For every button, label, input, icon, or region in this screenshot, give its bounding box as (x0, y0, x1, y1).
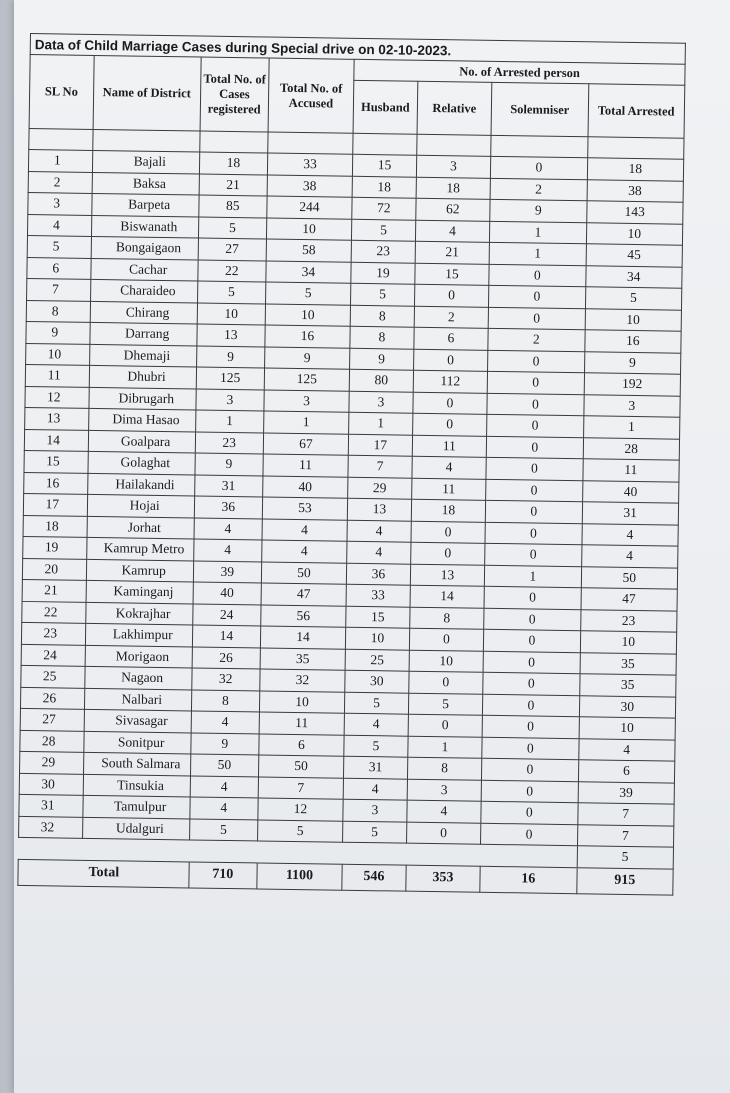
cell-sl: 22 (22, 601, 86, 623)
cell-district: Tinsukia (83, 774, 191, 797)
cell-husband: 3 (349, 391, 413, 413)
header-district: Name of District (93, 55, 201, 131)
cell-total-arrested: 143 (586, 201, 683, 224)
cell-district: Charaideo (90, 279, 198, 302)
cell-district: Chirang (90, 301, 198, 324)
cell-husband: 19 (351, 262, 415, 284)
cell-accused: 4 (261, 540, 347, 563)
cell-husband: 23 (351, 240, 415, 262)
cell-district: Sivasagar (84, 709, 192, 732)
cell-district: Nagaon (84, 666, 192, 689)
cell-district: Nalbari (84, 688, 192, 711)
cell-relative: 0 (412, 413, 487, 436)
cell-total-arrested: 34 (585, 265, 682, 288)
cell-relative: 0 (413, 349, 488, 372)
cell-cases: 85 (199, 195, 267, 218)
cell-total-arrested: 28 (583, 437, 680, 460)
cell-solemniser: 0 (488, 307, 585, 330)
cell-solemniser: 0 (481, 823, 578, 846)
table-title: Data of Child Marriage Cases during Special drive on 02-10-2023. (30, 34, 685, 65)
cell-accused: 53 (262, 497, 348, 520)
cell-district: Bongaigaon (91, 236, 199, 259)
cell-accused: 5 (257, 819, 343, 842)
totals-cases: 710 (189, 861, 257, 888)
cell-district: South Salmara (83, 752, 191, 775)
cell-accused: 50 (261, 561, 347, 584)
header-accused: Total No. of Accused (268, 58, 355, 133)
cell-total-arrested: 38 (587, 179, 684, 202)
document (17, 33, 694, 895)
cell-husband: 72 (352, 197, 416, 219)
cell-total-arrested: 47 (581, 588, 678, 611)
cell-cases: 125 (196, 367, 264, 390)
cell-solemniser: 9 (490, 199, 587, 222)
cell-total-arrested: 5 (585, 287, 682, 310)
cell-solemniser: 0 (481, 780, 578, 803)
cell-cases: 14 (192, 625, 260, 648)
cell-husband: 4 (343, 778, 407, 800)
cell-accused: 244 (267, 196, 353, 219)
cell-cases: 22 (198, 260, 266, 283)
cell-sl: 13 (25, 407, 89, 429)
cell-solemniser: 0 (487, 393, 584, 416)
cell-total-arrested: 50 (581, 566, 678, 589)
cell-relative: 0 (414, 284, 489, 307)
cell-cases: 27 (198, 238, 266, 261)
cell-total-arrested: 31 (582, 502, 679, 525)
cell-accused: 6 (259, 733, 345, 756)
cell-accused: 35 (260, 647, 346, 670)
cell-husband: 9 (350, 348, 414, 370)
cell-sl: 28 (20, 730, 84, 752)
header-cases: Total No. of Cases registered (200, 57, 269, 132)
totals-solemniser: 16 (480, 866, 577, 893)
cell-district: Kamrup Metro (86, 537, 194, 560)
cell-solemniser: 0 (489, 264, 586, 287)
cell-relative: 0 (411, 521, 486, 544)
cell-sl: 6 (27, 257, 91, 279)
extra-total-value: 5 (577, 846, 674, 869)
cell-accused: 32 (260, 669, 346, 692)
cell-district: Dibrugarh (88, 387, 196, 410)
cell-husband: 5 (351, 283, 415, 305)
cell-total-arrested: 1 (583, 416, 680, 439)
cell-husband: 10 (346, 627, 410, 649)
cell-total-arrested: 35 (580, 652, 677, 675)
cell-accused: 50 (258, 755, 344, 778)
cell-total-arrested: 11 (582, 459, 679, 482)
cell-accused: 9 (264, 347, 350, 370)
cell-district: Tamulpur (82, 795, 190, 818)
cell-cases: 26 (192, 646, 260, 669)
cell-district: Dhubri (89, 365, 197, 388)
cell-cases: 39 (193, 560, 261, 583)
cell-total-arrested: 6 (578, 760, 675, 783)
cell-accused: 34 (266, 261, 352, 284)
cell-cases: 4 (190, 797, 258, 820)
cell-total-arrested: 192 (584, 373, 681, 396)
cell-district: Golaghat (87, 451, 195, 474)
cell-relative: 0 (410, 542, 485, 565)
cell-total-arrested: 45 (586, 244, 683, 267)
cell-sl: 5 (27, 235, 91, 257)
cell-husband: 7 (348, 455, 412, 477)
cell-husband: 18 (352, 176, 416, 198)
cell-relative: 0 (408, 671, 483, 694)
cell-accused: 11 (259, 712, 345, 735)
cell-husband: 15 (353, 154, 417, 176)
cell-cases: 18 (199, 152, 267, 175)
cell-relative: 21 (415, 241, 490, 264)
cell-total-arrested: 4 (578, 738, 675, 761)
cell-district: Dima Hasao (88, 408, 196, 431)
cell-solemniser: 0 (487, 414, 584, 437)
cell-accused: 47 (261, 583, 347, 606)
cell-district: Cachar (90, 258, 198, 281)
cell-cases: 32 (192, 668, 260, 691)
child-marriage-table (17, 33, 686, 895)
cell-relative: 4 (407, 800, 482, 823)
cell-husband: 30 (345, 670, 409, 692)
cell-sl: 11 (25, 364, 89, 386)
cell-sl: 19 (23, 536, 87, 558)
cell-relative: 62 (415, 198, 490, 221)
cell-district: Udalguri (82, 817, 190, 840)
cell-cases: 9 (196, 346, 264, 369)
cell-sl: 27 (20, 708, 84, 730)
cell-relative: 11 (411, 478, 486, 501)
cell-cases: 4 (190, 775, 258, 798)
cell-cases: 4 (191, 711, 259, 734)
cell-husband: 5 (344, 735, 408, 757)
cell-solemniser: 1 (484, 565, 581, 588)
cell-district: Hailakandi (87, 473, 195, 496)
cell-sl: 20 (22, 558, 86, 580)
cell-accused: 10 (265, 304, 351, 327)
cell-district: Goalpara (88, 430, 196, 453)
cell-cases: 9 (195, 453, 263, 476)
cell-relative: 0 (406, 822, 481, 845)
cell-total-arrested: 18 (587, 158, 684, 181)
cell-accused: 38 (267, 175, 353, 198)
cell-husband: 25 (345, 649, 409, 671)
cell-relative: 6 (414, 327, 489, 350)
cell-husband: 5 (352, 219, 416, 241)
cell-cases: 4 (194, 517, 262, 540)
cell-accused: 16 (265, 325, 351, 348)
cell-accused: 1 (263, 411, 349, 434)
cell-solemniser: 0 (481, 801, 578, 824)
cell-district: Kamrup (86, 559, 194, 582)
totals-husband: 546 (342, 864, 406, 891)
cell-district: Biswanath (91, 215, 199, 238)
cell-relative: 0 (409, 628, 484, 651)
cell-relative: 5 (408, 693, 483, 716)
cell-sl: 18 (23, 515, 87, 537)
cell-husband: 36 (347, 563, 411, 585)
cell-solemniser: 0 (484, 586, 581, 609)
cell-accused: 125 (264, 368, 350, 391)
cell-district: Lakhimpur (85, 623, 193, 646)
cell-cases: 23 (195, 431, 263, 454)
cell-sl: 32 (19, 816, 83, 838)
cell-cases: 9 (191, 732, 259, 755)
cell-total-arrested: 9 (584, 351, 681, 374)
cell-husband: 4 (347, 520, 411, 542)
cell-district: Jorhat (87, 516, 195, 539)
header-sl-no: SL No (29, 55, 94, 130)
cell-solemniser: 0 (487, 371, 584, 394)
cell-accused: 3 (264, 390, 350, 413)
cell-solemniser: 0 (486, 479, 583, 502)
cell-total-arrested: 16 (584, 330, 681, 353)
cell-sl: 23 (21, 622, 85, 644)
cell-cases: 4 (194, 539, 262, 562)
cell-accused: 10 (266, 218, 352, 241)
cell-sl: 26 (20, 687, 84, 709)
cell-sl: 30 (19, 773, 83, 795)
cell-husband: 1 (349, 412, 413, 434)
cell-solemniser: 0 (483, 672, 580, 695)
cell-husband: 13 (347, 498, 411, 520)
cell-district: Barpeta (91, 193, 199, 216)
cell-relative: 4 (415, 220, 490, 243)
cell-solemniser: 0 (484, 608, 581, 631)
cell-sl: 12 (25, 386, 89, 408)
cell-solemniser: 0 (488, 350, 585, 373)
cell-total-arrested: 4 (581, 545, 678, 568)
cell-solemniser: 0 (489, 285, 586, 308)
cell-sl: 14 (24, 429, 88, 451)
cell-accused: 12 (258, 798, 344, 821)
cell-solemniser: 0 (486, 436, 583, 459)
cell-cases: 5 (189, 818, 257, 841)
cell-sl: 24 (21, 644, 85, 666)
cell-solemniser: 0 (484, 629, 581, 652)
totals-relative: 353 (406, 865, 481, 892)
cell-district: Kokrajhar (85, 602, 193, 625)
cell-solemniser: 0 (486, 457, 583, 480)
totals-total-arrested: 915 (576, 867, 673, 894)
cell-solemniser: 0 (483, 694, 580, 717)
cell-sl: 25 (21, 665, 85, 687)
header-husband: Husband (353, 80, 417, 134)
cell-solemniser: 1 (489, 242, 586, 265)
cell-accused: 58 (266, 239, 352, 262)
cell-sl: 29 (20, 751, 84, 773)
header-solemniser: Solemniser (491, 82, 588, 136)
cell-relative: 18 (411, 499, 486, 522)
cell-relative: 14 (410, 585, 485, 608)
cell-solemniser: 0 (485, 522, 582, 545)
cell-sl: 21 (22, 579, 86, 601)
header-total-arrested: Total Arrested (588, 84, 685, 138)
cell-husband: 15 (346, 606, 410, 628)
cell-cases: 5 (197, 281, 265, 304)
cell-husband: 31 (344, 756, 408, 778)
cell-accused: 11 (263, 454, 349, 477)
cell-total-arrested: 3 (583, 394, 680, 417)
cell-solemniser: 0 (491, 156, 588, 179)
cell-cases: 13 (197, 324, 265, 347)
cell-solemniser: 0 (482, 758, 579, 781)
cell-total-arrested: 40 (582, 480, 679, 503)
cell-total-arrested: 10 (586, 222, 683, 245)
cell-solemniser: 2 (488, 328, 585, 351)
cell-total-arrested: 4 (582, 523, 679, 546)
cell-relative: 3 (407, 779, 482, 802)
cell-accused: 10 (259, 690, 345, 713)
cell-total-arrested: 7 (577, 803, 674, 826)
header-relative: Relative (417, 81, 492, 135)
cell-district: Hojai (87, 494, 195, 517)
cell-cases: 40 (193, 582, 261, 605)
paper-sheet (14, 0, 730, 1093)
cell-sl: 3 (28, 192, 92, 214)
cell-relative: 13 (410, 564, 485, 587)
cell-solemniser: 0 (485, 543, 582, 566)
cell-sl: 16 (24, 472, 88, 494)
cell-husband: 8 (350, 326, 414, 348)
cell-cases: 21 (199, 174, 267, 197)
cell-solemniser: 0 (483, 651, 580, 674)
cell-district: Darrang (89, 322, 197, 345)
cell-sl: 31 (19, 794, 83, 816)
cell-solemniser: 0 (485, 500, 582, 523)
cell-district: Morigaon (85, 645, 193, 668)
cell-accused: 5 (265, 282, 351, 305)
cell-accused: 14 (260, 626, 346, 649)
cell-husband: 5 (343, 821, 407, 843)
cell-district: Sonitpur (83, 731, 191, 754)
cell-relative: 3 (416, 155, 491, 178)
cell-husband: 3 (343, 799, 407, 821)
cell-accused: 56 (260, 604, 346, 627)
cell-total-arrested: 10 (579, 717, 676, 740)
cell-sl: 15 (24, 450, 88, 472)
cell-relative: 112 (413, 370, 488, 393)
cell-cases: 50 (190, 754, 258, 777)
cell-total-arrested: 10 (585, 308, 682, 331)
cell-husband: 8 (350, 305, 414, 327)
cell-relative: 11 (412, 435, 487, 458)
cell-sl: 1 (28, 149, 92, 171)
cell-cases: 31 (194, 474, 262, 497)
cell-husband: 33 (346, 584, 410, 606)
cell-cases: 3 (196, 389, 264, 412)
cell-relative: 8 (407, 757, 482, 780)
cell-husband: 17 (348, 434, 412, 456)
cell-cases: 10 (197, 303, 265, 326)
cell-relative: 8 (409, 607, 484, 630)
cell-solemniser: 1 (490, 221, 587, 244)
cell-total-arrested: 7 (577, 824, 674, 847)
cell-sl: 10 (26, 343, 90, 365)
cell-husband: 80 (349, 369, 413, 391)
cell-total-arrested: 39 (578, 781, 675, 804)
cell-accused: 33 (267, 153, 353, 176)
cell-sl: 7 (27, 278, 91, 300)
cell-relative: 18 (416, 177, 491, 200)
cell-solemniser: 0 (482, 737, 579, 760)
totals-label: Total (18, 859, 189, 888)
cell-total-arrested: 35 (579, 674, 676, 697)
cell-husband: 4 (344, 713, 408, 735)
cell-sl: 8 (26, 300, 90, 322)
cell-accused: 4 (262, 518, 348, 541)
cell-solemniser: 0 (482, 715, 579, 738)
cell-husband: 5 (345, 692, 409, 714)
cell-accused: 40 (262, 476, 348, 499)
cell-accused: 7 (258, 776, 344, 799)
cell-relative: 15 (415, 263, 490, 286)
cell-sl: 17 (23, 493, 87, 515)
cell-total-arrested: 30 (579, 695, 676, 718)
cell-relative: 2 (414, 306, 489, 329)
cell-relative: 0 (408, 714, 483, 737)
cell-relative: 1 (407, 736, 482, 759)
cell-sl: 9 (26, 321, 90, 343)
cell-cases: 5 (198, 217, 266, 240)
cell-husband: 29 (348, 477, 412, 499)
cell-district: Dhemaji (89, 344, 197, 367)
header-arrested-group: No. of Arrested person (354, 59, 685, 85)
cell-sl: 2 (28, 171, 92, 193)
cell-solemniser: 2 (490, 178, 587, 201)
cell-cases: 24 (193, 603, 261, 626)
cell-cases: 8 (191, 689, 259, 712)
cell-district: Baksa (92, 172, 200, 195)
cell-cases: 1 (195, 410, 263, 433)
totals-accused: 1100 (257, 862, 343, 889)
cell-husband: 4 (347, 541, 411, 563)
cell-accused: 67 (263, 433, 349, 456)
cell-total-arrested: 23 (580, 609, 677, 632)
cell-relative: 0 (413, 392, 488, 415)
cell-relative: 10 (409, 650, 484, 673)
cell-sl: 4 (27, 214, 91, 236)
cell-total-arrested: 10 (580, 631, 677, 654)
cell-cases: 36 (194, 496, 262, 519)
cell-district: Bajali (92, 150, 200, 173)
cell-district: Kaminganj (86, 580, 194, 603)
cell-relative: 4 (412, 456, 487, 479)
